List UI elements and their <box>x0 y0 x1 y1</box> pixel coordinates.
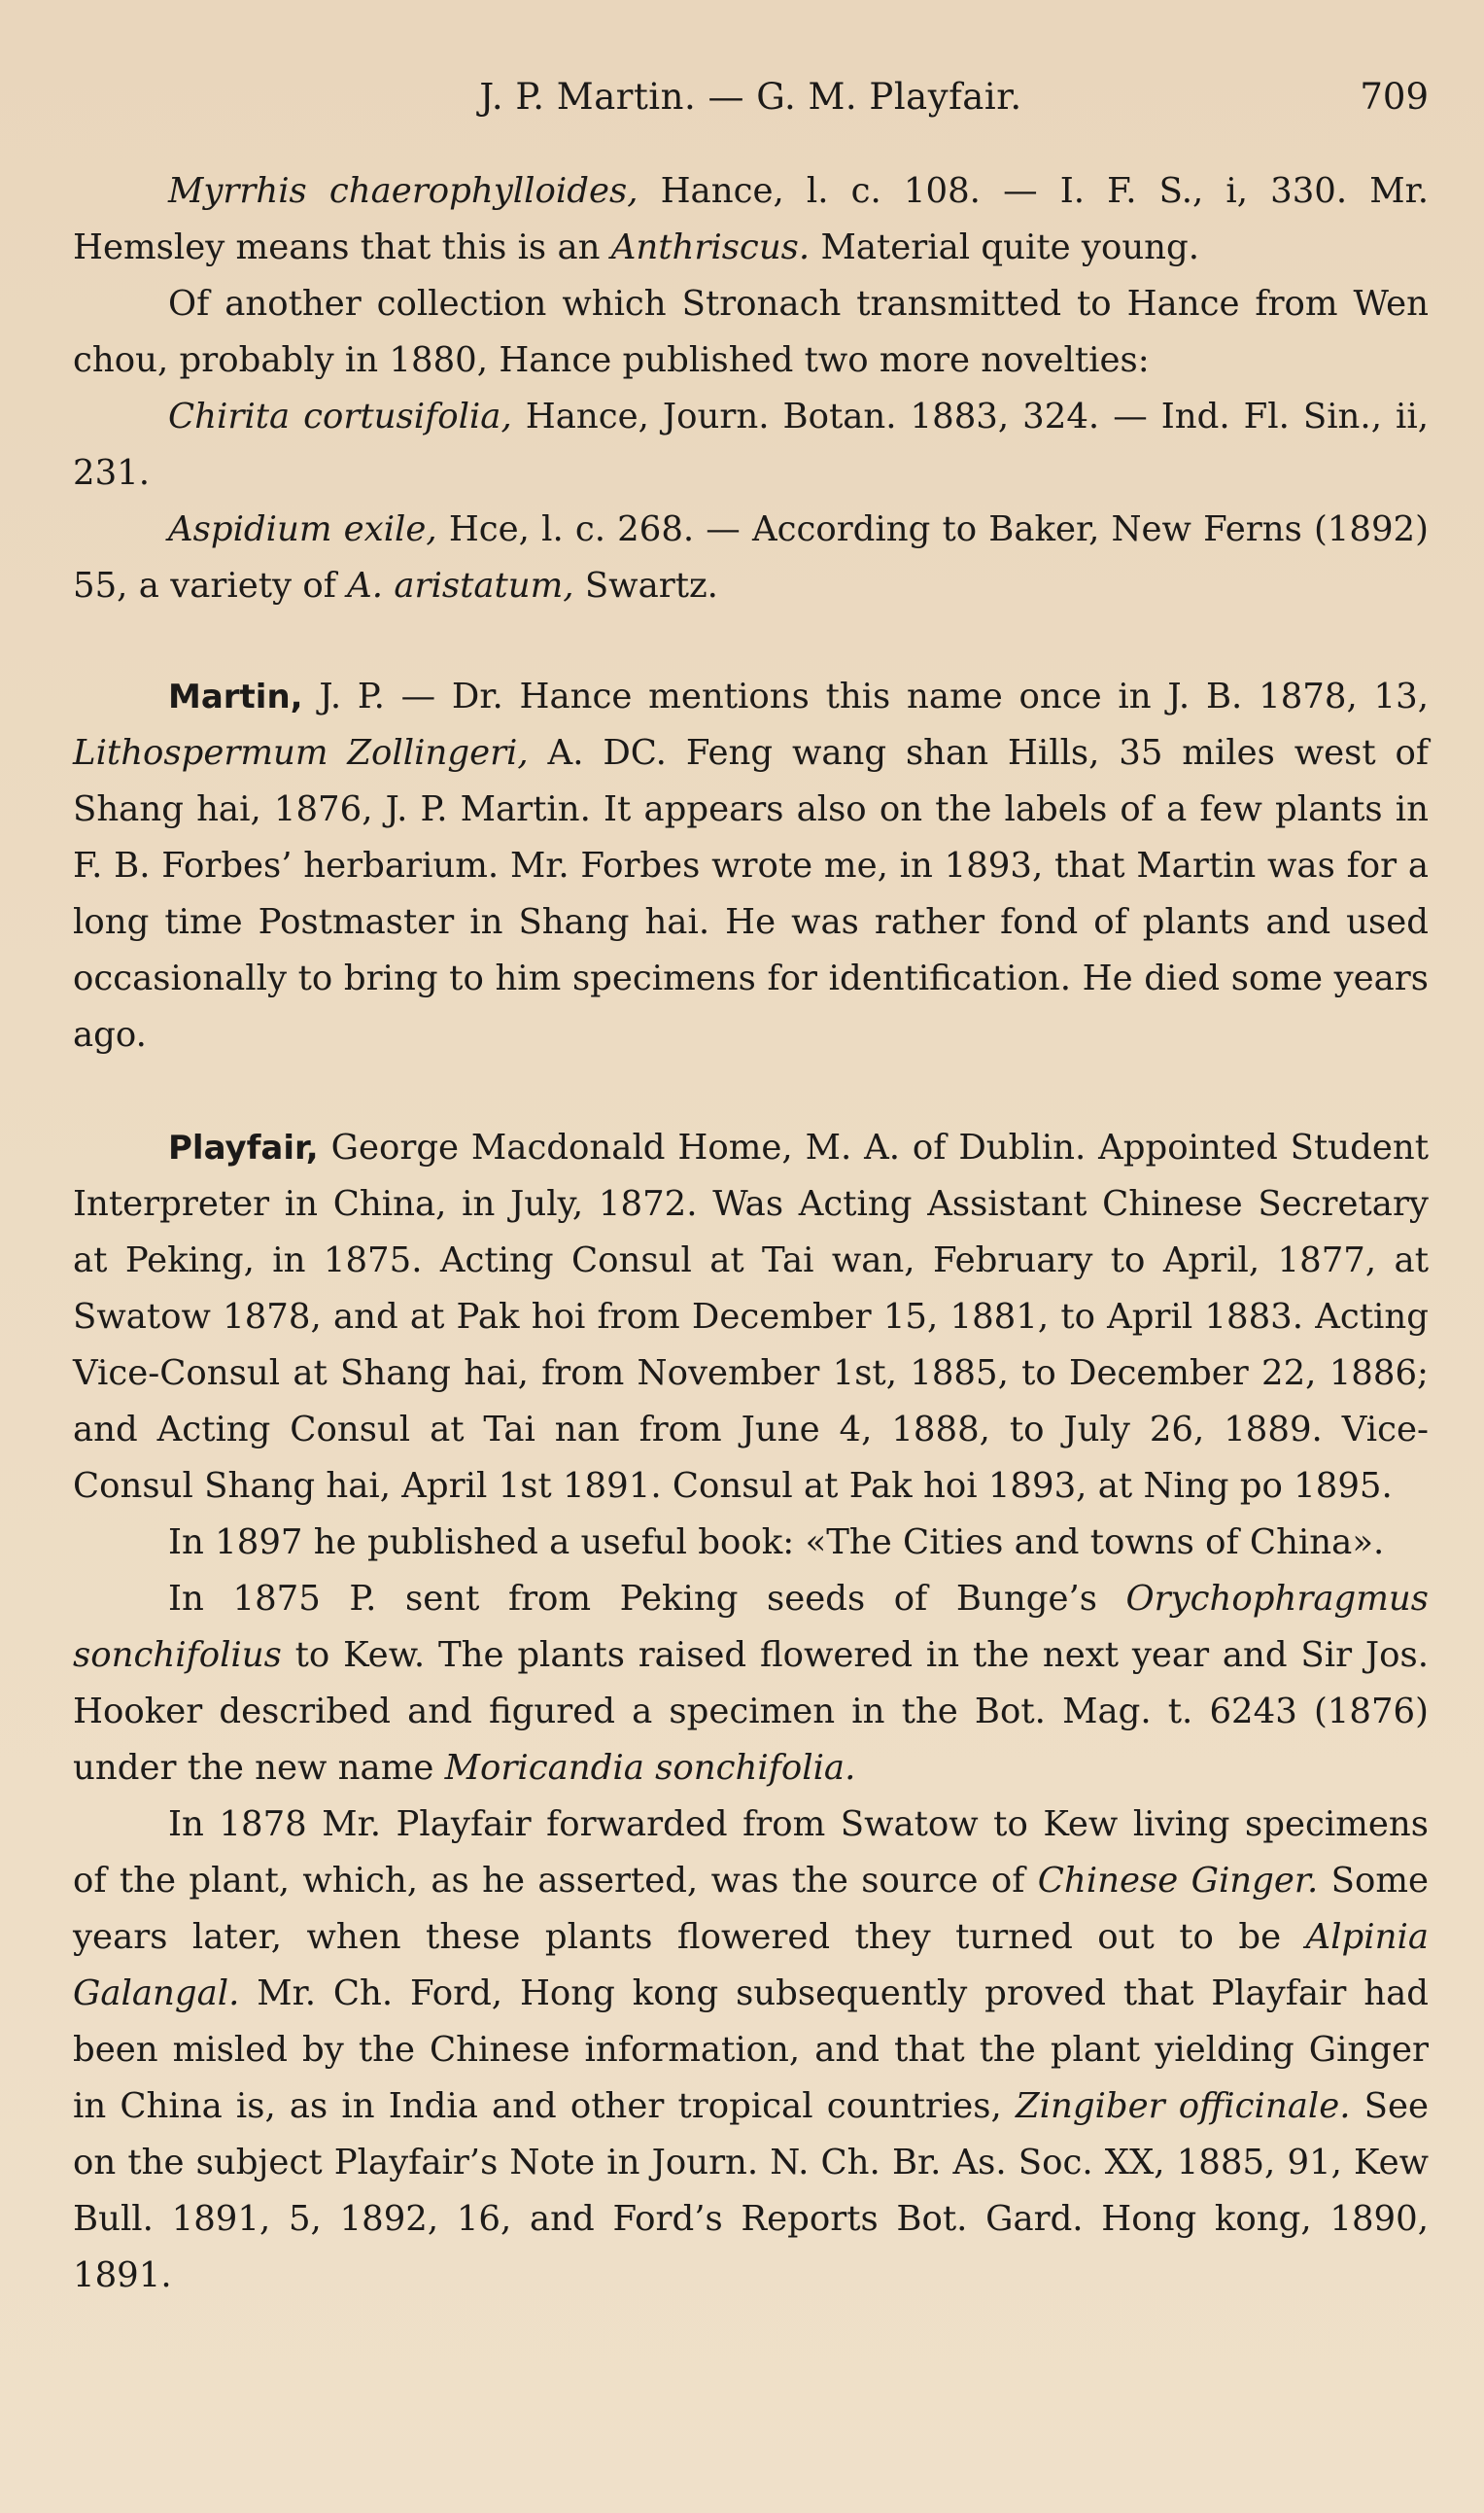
entry-martin <box>73 669 1429 1064</box>
page-header <box>73 68 1429 126</box>
paragraph-book <box>73 1515 1429 1571</box>
text-run: Of another collection which Stronach transmitted to Hance from Wen chou, probably in 1880, Hance published two more novelties: <box>73 284 1429 380</box>
running-head: J. P. Martin. — G. M. Playfair. <box>479 76 1022 118</box>
species-name: Chirita cortusifolia, <box>168 397 512 436</box>
paragraph-myrrhis <box>73 163 1429 276</box>
species-name: Alpinia Galangal. <box>73 1917 1429 2013</box>
entry-heading-martin: Martin, <box>168 678 303 716</box>
species-name: Aspidium exile, <box>168 509 437 549</box>
body-text <box>73 163 1429 2304</box>
entry-heading-playfair: Playfair, <box>168 1129 319 1168</box>
text-run: In 1875 P. sent from Peking seeds of Bunge’s <box>168 1579 1126 1619</box>
species-name: Moricandia sonchifolia. <box>444 1748 856 1788</box>
text-run: See on the subject Playfair’s Note in Journ. N. Ch. Br. As. Soc. XX, 1885, 91, Kew Bull. 1891, 5, 1892, 16, and Ford’s Reports Bot. Gard. Hong kong, 1890, 1891. <box>73 2086 1429 2295</box>
text-run: In 1878 Mr. Playfair forwarded from Swatow to Kew living specimens of the plant, which, as he asserted, was the source of <box>73 1804 1429 1901</box>
plant-name: Chinese Ginger. <box>1037 1861 1319 1901</box>
text-run: George Macdonald Home, M. A. of Dublin. Appointed Student Interpreter in China, in July, 1872. Was Acting Assistant Chinese Secretary at Peking, in 1875. Acting Consul at Tai wan, February to April, 1877, at Swatow 1878, and at Pak hoi from December 15, 1881, to April 1883. Acting Vice-Consul at Shang hai, from November 1st, 1885, to December 22, 1886; and Acting Consul at Tai nan from June 4, 1888, to July 26, 1889. Vice-Consul Shang hai, April 1st 1891. Consul at Pak hoi 1893, at Ning po 1895. <box>73 1128 1429 1506</box>
paragraph-ginger <box>73 1797 1429 2304</box>
text-run: Hce, l. c. 268. — According to Baker, New Ferns (1892) 55, a variety of <box>73 509 1429 606</box>
text-run: J. P. — Dr. Hance mentions this name once in J. B. 1878, 13, <box>302 677 1429 716</box>
paragraph-aspidium <box>73 502 1429 614</box>
text-run: In 1897 he published a useful book: «The Cities and towns of China». <box>168 1522 1385 1562</box>
text-run: Mr. Ch. Ford, Hong kong subsequently proved that Playfair had been misled by the Chinese information, and that the plant yielding Ginger in China is, as in India and other tropical countries, <box>73 1973 1429 2126</box>
text-run: Hance, l. c. 108. — I. F. S., i, 330. Mr. Hemsley means that this is an <box>73 171 1430 267</box>
species-name: Myrrhis chaerophylloides, <box>168 171 638 211</box>
entry-playfair <box>73 1120 1429 1515</box>
paragraph-chirita <box>73 389 1429 502</box>
text-run: A. DC. Feng wang shan Hills, 35 miles west of Shang hai, 1876, J. P. Martin. It appears also on the labels of a few plants in F. B. Forbes’ herbarium. Mr. Forbes wrote me, in 1893, that Martin was for a long time Postmaster in Shang hai. He was rather fond of plants and used occasionally to bring to him specimens for identification. He died some years ago. <box>73 733 1429 1055</box>
page-number: 709 <box>1360 76 1429 118</box>
species-name: Orychophragmus sonchifolius <box>73 1579 1429 1675</box>
genus-name: Anthriscus. <box>610 227 811 267</box>
text-run: Material quite young. <box>810 227 1200 267</box>
text-run: to Kew. The plants raised flowered in the next year and Sir Jos. Hooker described and figured a specimen in the Bot. Mag. t. 6243 (1876) under the new name <box>73 1635 1429 1788</box>
species-name: Lithospermum Zollingeri, <box>73 733 529 773</box>
paragraph-orychophragmus <box>73 1571 1429 1797</box>
text-run: Hance, Journ. Botan. 1883, 324. — Ind. Fl. Sin., ii, 231. <box>73 397 1429 493</box>
species-name: Zingiber officinale. <box>1015 2086 1351 2126</box>
text-run: Some years later, when these plants flowered they turned out to be <box>73 1861 1429 1957</box>
species-name: A. aristatum, <box>347 566 574 606</box>
paragraph-stronach <box>73 276 1429 389</box>
text-run: Swartz. <box>573 566 718 606</box>
